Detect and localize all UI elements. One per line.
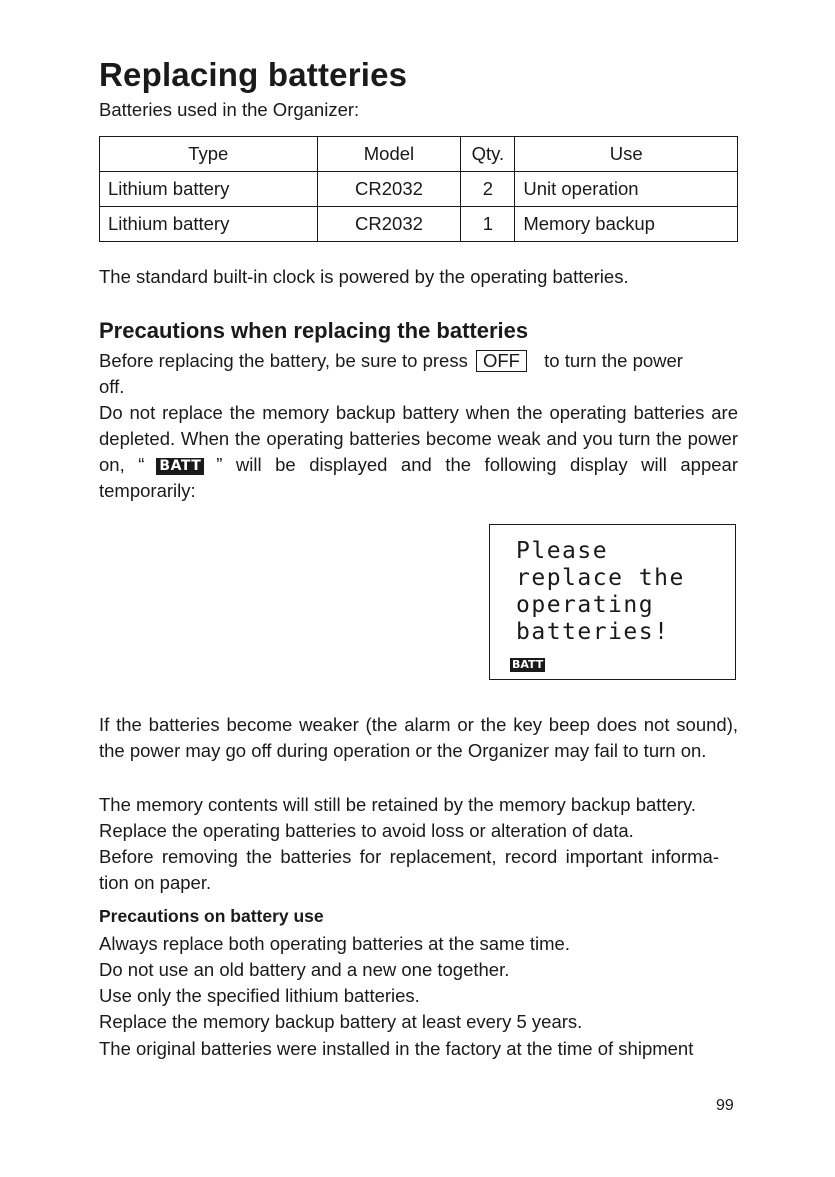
column-header-type: Type: [100, 137, 318, 172]
battery-use-item: Always replace both operating batteries at the same time.: [99, 933, 570, 954]
cell-model: CR2032: [317, 207, 461, 242]
cell-model: CR2032: [317, 172, 461, 207]
cell-type: Lithium battery: [100, 207, 318, 242]
table-row: [100, 172, 738, 207]
battery-table: [99, 136, 738, 242]
record-info-paragraph: Before removing the batteries for replacement, record important informa-tion on paper.: [99, 846, 719, 893]
lcd-line: batteries!: [516, 619, 670, 645]
weak-battery-paragraph: If the batteries become weaker (the alarm or the key beep does not sound), the power may go off during operation or the Organizer may fail to turn on.: [99, 714, 738, 761]
column-header-use: Use: [515, 137, 738, 172]
lcd-line: operating: [516, 592, 655, 618]
cell-use: Memory backup: [515, 207, 738, 242]
press-off-text-before: Before replacing the battery, be sure to press: [99, 350, 468, 371]
section-heading-battery-use: Precautions on battery use: [99, 906, 324, 926]
column-header-model: Model: [317, 137, 461, 172]
clock-note: The standard built-in clock is powered by the operating batteries.: [99, 266, 629, 287]
cell-qty: 2: [461, 172, 515, 207]
memory-retained-text: The memory contents will still be retained by the memory backup battery.: [99, 794, 697, 815]
replace-batteries-text: Replace the operating batteries to avoid loss or alteration of data.: [99, 820, 634, 841]
battery-use-item: Replace the memory backup battery at least every 5 years.: [99, 1011, 583, 1032]
batt-indicator-icon: BATT: [156, 458, 204, 475]
page-title: Replacing batteries: [99, 56, 408, 93]
lcd-line: replace the: [516, 565, 685, 591]
backup-warning-text-a: Do not replace the memory backup battery when the operating batteries are depleted. When the operating batteries become weak and you turn the power on, “: [99, 402, 738, 475]
cell-use: Unit operation: [515, 172, 738, 207]
battery-use-item: The original batteries were installed in the factory at the time of shipment: [99, 1038, 694, 1059]
cell-qty: 1: [461, 207, 515, 242]
backup-warning-paragraph: [99, 400, 738, 504]
table-row: [100, 207, 738, 242]
press-off-paragraph: [99, 348, 738, 374]
press-off-text-after: to turn the power: [544, 350, 683, 371]
battery-use-item: Use only the specified lithium batteries.: [99, 985, 420, 1006]
intro-text: Batteries used in the Organizer:: [99, 99, 360, 120]
table-header-row: [100, 137, 738, 172]
column-header-qty: Qty.: [461, 137, 515, 172]
off-key: OFF: [476, 350, 527, 372]
backup-warning-text-b: ” will be displayed and the following display will appear temporarily:: [99, 454, 738, 501]
lcd-batt-icon: BATT: [512, 658, 544, 671]
battery-use-item: Do not use an old battery and a new one together.: [99, 959, 510, 980]
lcd-display: [489, 524, 736, 680]
page-number: 99: [716, 1097, 734, 1114]
cell-type: Lithium battery: [100, 172, 318, 207]
section-heading-replacing: Precautions when replacing the batteries: [99, 318, 529, 343]
press-off-text-end: off.: [99, 376, 125, 397]
lcd-line: Please: [516, 538, 609, 564]
